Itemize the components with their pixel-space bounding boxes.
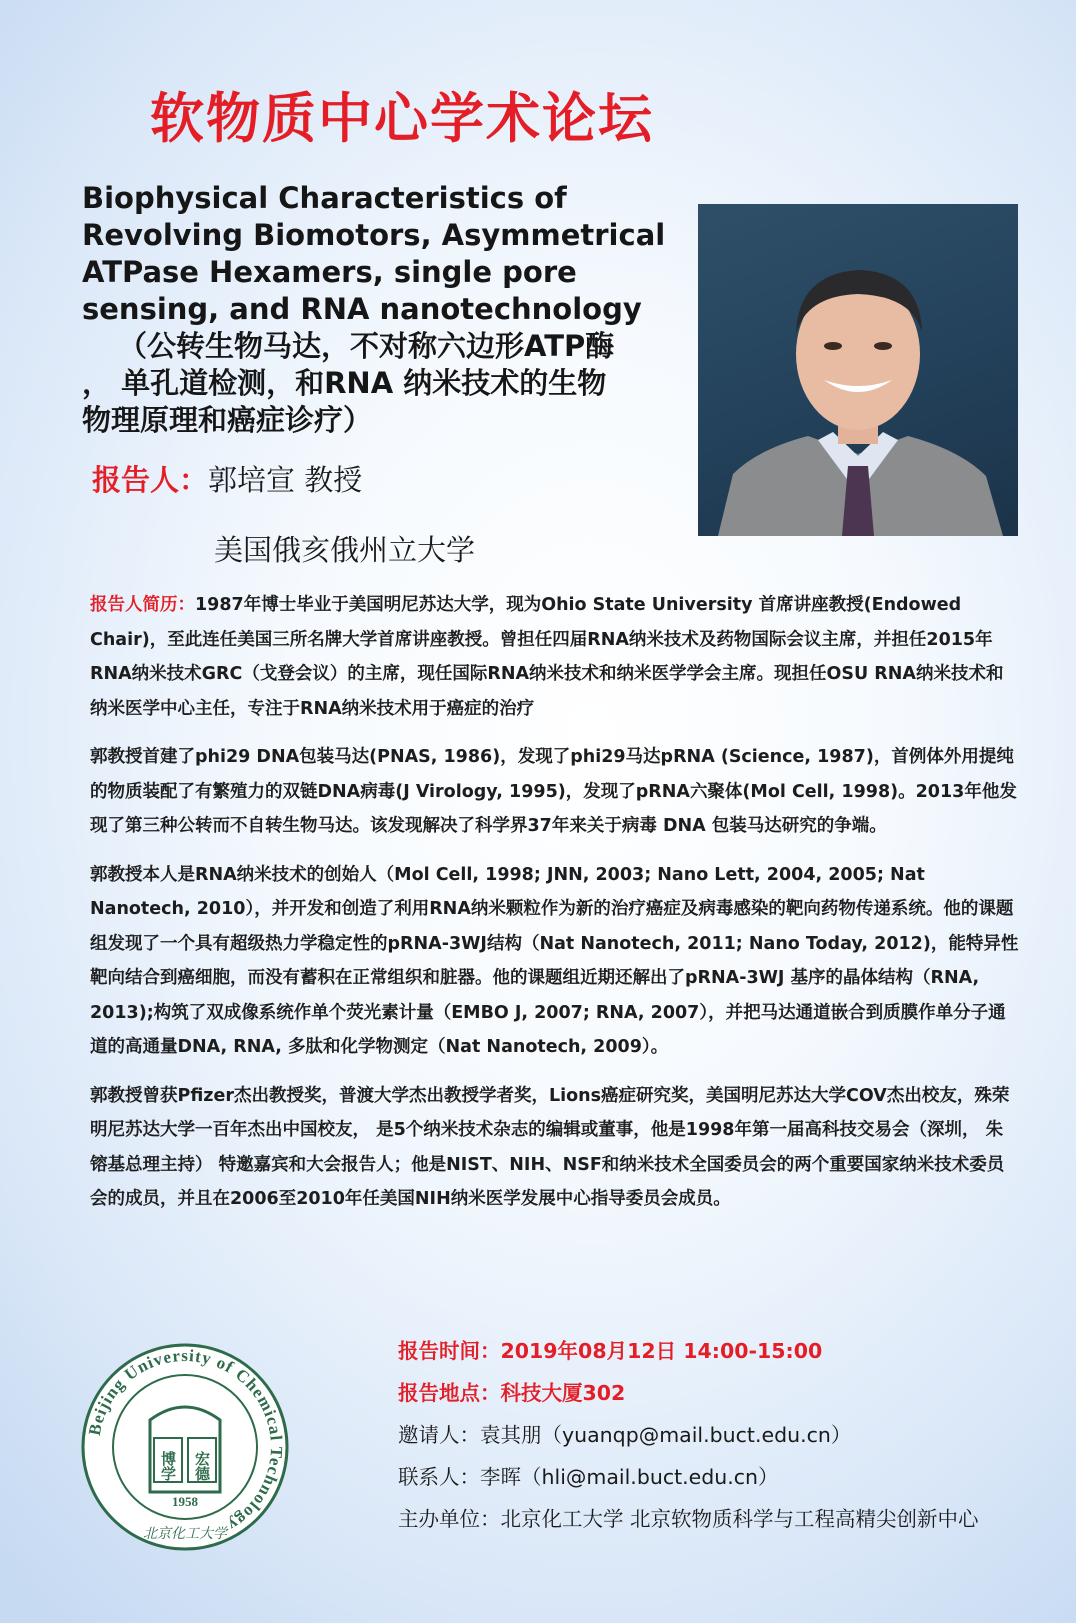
- talk-title: [82, 180, 666, 439]
- bio-paragraph-1: [90, 588, 1020, 726]
- talk-title-en-line-1: Biophysical Characteristics of: [82, 181, 567, 215]
- event-contact: 联系人：李晖（hli@mail.buct.edu.cn）: [398, 1465, 779, 1489]
- talk-title-en-line-3: ATPase Hexamers, single pore: [82, 255, 577, 289]
- forum-title: 软物质中心学术论坛: [150, 87, 654, 150]
- event-place: 报告地点：科技大厦302: [398, 1381, 626, 1405]
- seal-chars-left: 博学: [159, 1451, 177, 1481]
- event-details: [398, 1330, 979, 1540]
- talk-title-cn-line-2: ， 单孔道检测，和RNA 纳米技术的生物: [82, 366, 607, 400]
- bio-label: 报告人简历：: [90, 595, 195, 615]
- event-inviter: 邀请人：袁其朋（yuanqp@mail.buct.edu.cn）: [398, 1423, 852, 1447]
- talk-title-en-line-2: Revolving Biomotors, Asymmetrical: [82, 218, 666, 252]
- seal-ring-text: Beijing University of Chemical Technology: [84, 1345, 287, 1536]
- talk-title-en-line-4: sensing, and RNA nanotechnology: [82, 292, 642, 326]
- speaker-portrait-illustration: [698, 204, 1018, 536]
- university-seal-icon: [80, 1342, 290, 1552]
- speaker-photo: [698, 204, 1018, 536]
- speaker-name: 郭培宣 教授: [208, 463, 363, 497]
- bio-paragraph-3: 郭教授本人是RNA纳米技术的创始人（Mol Cell, 1998; JNN, 2003; Nano Lett, 2004, 2005; Nat Nanotech, 2010），并开发和创造了利用RNA纳米颗粒作为新的治疗癌症及病毒感染的靶向药物传递系统。他的课题组发现了一个具有超级热力学稳定性的pRNA-3WJ结构（Nat Nanotech, 2011; Nano Today, 2012)，能特异性靶向结合到癌细胞，而没有蓄积在正常组织和脏器。他的课题组近期还解出了pRNA-3WJ 基序的晶体结构（RNA, 2013);构筑了双成像系统作单个荧光素计量（EMBO J, 2007; RNA, 2007），并把马达通道嵌合到质膜作单分子通道的高通量DNA, RNA, 多肽和化学物测定（Nat Nanotech, 2009）。: [90, 864, 1019, 1057]
- event-organizer: 主办单位：北京化工大学 北京软物质科学与工程高精尖创新中心: [398, 1507, 979, 1531]
- speaker-bio: [90, 588, 1020, 1231]
- event-time: 报告时间：2019年08月12日 14:00-15:00: [398, 1339, 823, 1363]
- talk-title-cn-line-3: 物理原理和癌症诊疗）: [82, 403, 373, 437]
- speaker-line: [92, 458, 362, 499]
- university-seal: [80, 1342, 290, 1552]
- speaker-label: 报告人：: [92, 463, 209, 497]
- seal-chars-right: 宏德: [193, 1451, 211, 1481]
- seal-year: 1958: [172, 1494, 198, 1509]
- bio-paragraph-1-text: 1987年博士毕业于美国明尼苏达大学，现为Ohio State University 首席讲座教授(Endowed Chair)，至此连任美国三所名牌大学首席讲座教授。曾担任四届RNA纳米技术及药物国际会议主席，并担任2015年RNA纳米技术GRC（戈登会议）的主席，现任国际RNA纳米技术和纳米医学学会主席。现担任OSU RNA纳米技术和纳米医学中心主任，专注于RNA纳米技术用于癌症的治疗: [90, 595, 1004, 719]
- speaker-affiliation: 美国俄亥俄州立大学: [214, 533, 476, 567]
- bio-paragraph-4: 郭教授曾获Pfizer杰出教授奖，普渡大学杰出教授学者奖，Lions癌症研究奖，美国明尼苏达大学COV杰出校友，殊荣明尼苏达大学一百年杰出中国校友， 是5个纳米技术杂志的编辑或董事，他是1998年第一届高科技交易会（深圳， 朱镕基总理主持） 特邀嘉宾和大会报告人；他是NIST、NIH、NSF和纳米技术全国委员会的两个重要国家纳米技术委员会的成员，并且在2006至2010年任美国NIH纳米医学发展中心指导委员会成员。: [90, 1085, 1010, 1209]
- bio-paragraph-2: 郭教授首建了phi29 DNA包装马达(PNAS, 1986)，发现了phi29马达pRNA (Science, 1987)，首例体外用提纯的物质装配了有繁殖力的双链DNA病毒(J Virology, 1995)，发现了pRNA六聚体(Mol Cell, 1998)。2013年他发现了第三种公转而不自转生物马达。该发现解决了科学界37年来关于病毒 DNA 包装马达研究的争端。: [90, 747, 1017, 836]
- seal-bottom-text: 北京化工大学: [143, 1526, 227, 1542]
- talk-title-cn-line-1: （公转生物马达，不对称六边形ATP酶: [118, 329, 615, 363]
